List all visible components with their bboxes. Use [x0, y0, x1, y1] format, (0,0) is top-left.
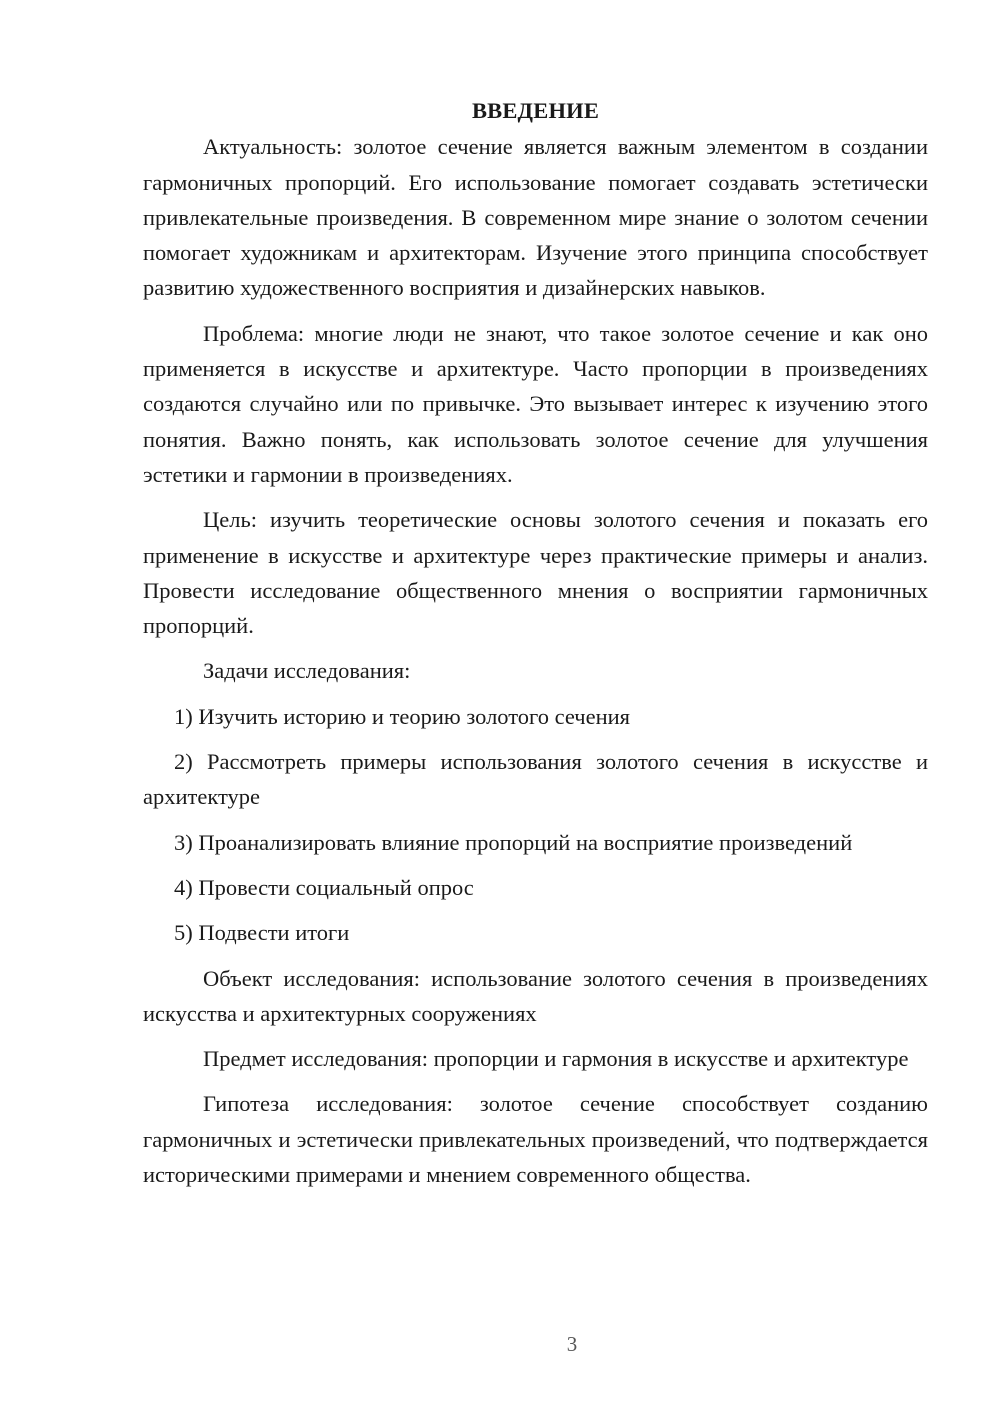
paragraph-hypothesis: Гипотеза исследования: золотое сечение способствует созданию гармоничных и эстетически привлекательных произведений, что подтверждается историческими примерами и мнением современного общества. [143, 1091, 928, 1188]
paragraph-object: Объект исследования: использование золотого сечения в произведениях искусства и архитектурных сооружениях [143, 965, 928, 1026]
page-number-text: 3 [566, 1332, 578, 1356]
paragraph-relevance: Актуальность: золотое сечение является важным элементом в создании гармоничных пропорций. Его использование помогает создавать эстетически привлекательные произведения. В современном мире знание о золотом сечении помогает художникам и архитекторам. Изучение этого принципа способствует развитию художественного восприятия и дизайнерских навыков. [143, 134, 928, 301]
task-item: 5) Подвести итоги [174, 920, 350, 946]
task-item: 2) Рассмотреть примеры использования золотого сечения в искусстве и архитектуре [143, 749, 928, 810]
paragraph-subject: Предмет исследования: пропорции и гармония в искусстве и архитектуре [203, 1046, 909, 1072]
tasks-heading: Задачи исследования: [203, 658, 411, 684]
paragraph-goal: Цель: изучить теоретические основы золотого сечения и показать его применение в искусстве и архитектуре через практические примеры и анализ. Провести исследование общественного мнения о восприятии гармоничных пропорций. [143, 507, 928, 639]
section-title: ВВЕДЕНИЕ [471, 98, 600, 123]
task-item: 1) Изучить историю и теорию золотого сечения [174, 703, 630, 729]
paragraph-problem: Проблема: многие люди не знают, что такое золотое сечение и как оно применяется в искусстве и архитектуре. Часто пропорции в произведениях создаются случайно или по привычке. Это вызывает интерес к изучению этого понятия. Важно понять, как использовать золотое сечение для улучшения эстетики и гармонии в произведениях. [143, 320, 928, 487]
task-item: 3) Проанализировать влияние пропорций на восприятие произведений [174, 829, 853, 855]
document-page [143, 93, 928, 1202]
task-item: 4) Провести социальный опрос [174, 874, 474, 900]
page-number [72, 1332, 1000, 1357]
